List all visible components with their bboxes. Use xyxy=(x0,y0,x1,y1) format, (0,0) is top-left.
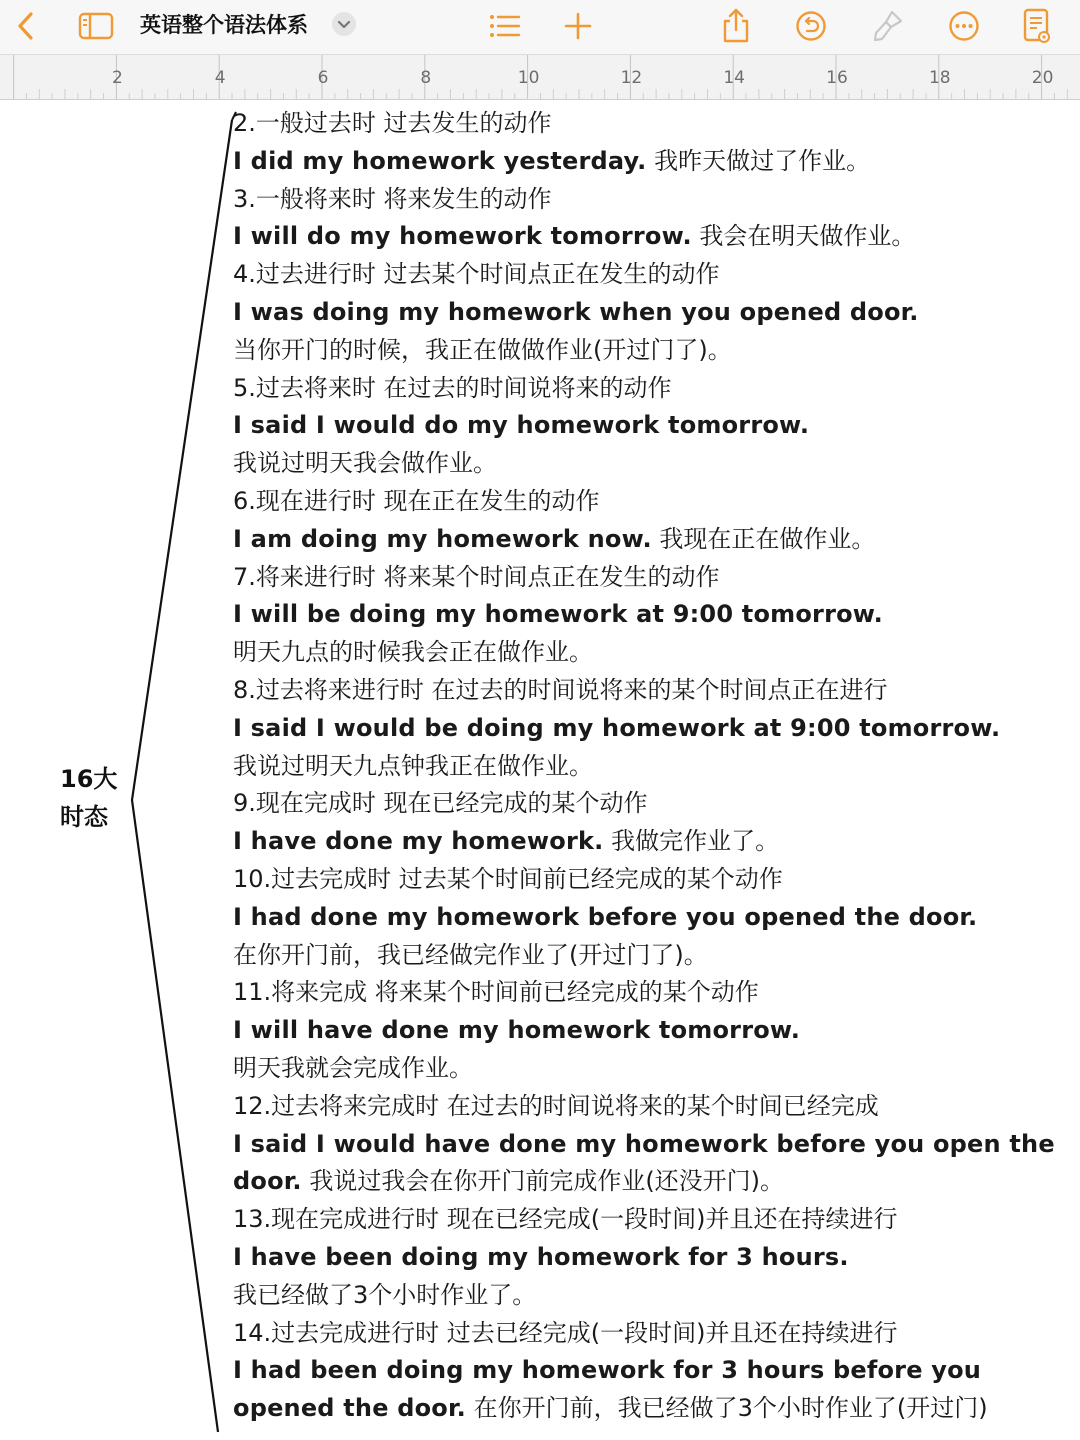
toolbar xyxy=(0,0,1080,55)
root-label-line1: 16大 xyxy=(60,765,118,793)
sidebar-button[interactable] xyxy=(74,4,118,48)
chinese-text: 在你开门前，我已经做完作业了(开过门了)。 xyxy=(233,940,708,969)
chinese-text: 9.现在完成时 现在已经完成的某个动作 xyxy=(233,789,648,818)
chinese-text: 明天我就会完成作业。 xyxy=(233,1053,473,1082)
text-line[interactable] xyxy=(233,1315,1063,1353)
english-sentence: I had been doing my homework for 3 hours before you xyxy=(233,1356,982,1385)
document-setup-button[interactable] xyxy=(1015,4,1059,48)
chevron-left-icon xyxy=(15,11,37,41)
english-sentence: I said I would do my homework tomorrow. xyxy=(233,411,810,440)
list-button[interactable] xyxy=(483,4,527,48)
text-line[interactable] xyxy=(233,785,1063,823)
text-line[interactable] xyxy=(233,1012,1063,1050)
root-label-line2: 时态 xyxy=(60,803,108,831)
ruler-label: 16 xyxy=(826,68,848,88)
text-line[interactable] xyxy=(233,483,1063,521)
chinese-text: 6.现在进行时 现在正在发生的动作 xyxy=(233,486,600,515)
english-sentence: I have done my homework. xyxy=(233,827,604,856)
text-line[interactable] xyxy=(233,218,1063,256)
text-line[interactable] xyxy=(233,1163,1063,1201)
text-line[interactable] xyxy=(233,937,1063,975)
add-button[interactable] xyxy=(556,4,600,48)
text-line[interactable] xyxy=(233,1088,1063,1126)
text-line[interactable] xyxy=(233,823,1063,861)
chinese-text: 我做完作业了。 xyxy=(603,827,780,856)
document-icon xyxy=(1023,8,1051,44)
text-line[interactable] xyxy=(233,748,1063,786)
chinese-text: 12.过去将来完成时 在过去的时间说将来的某个时间已经完成 xyxy=(233,1091,879,1120)
chinese-text: 明天九点的时候我会正在做作业。 xyxy=(233,638,593,667)
chinese-text: 当你开门的时候，我正在做做作业(开过门了)。 xyxy=(233,335,732,364)
english-sentence: door. xyxy=(233,1167,302,1196)
text-line[interactable] xyxy=(233,294,1063,332)
text-line[interactable] xyxy=(233,1201,1063,1239)
text-line[interactable] xyxy=(233,256,1063,294)
ruler-label: 6 xyxy=(317,68,329,88)
plus-icon xyxy=(564,12,592,40)
text-line[interactable] xyxy=(233,370,1063,408)
document-canvas[interactable] xyxy=(0,100,1080,1440)
chinese-text: 3.一般将来时 将来发生的动作 xyxy=(233,184,552,213)
text-line[interactable] xyxy=(233,710,1063,748)
sidebar-icon xyxy=(78,12,114,40)
undo-icon xyxy=(795,10,827,42)
chinese-text: 8.过去将来进行时 在过去的时间说将来的某个时间点正在进行 xyxy=(233,675,888,704)
format-button[interactable] xyxy=(866,4,910,48)
ruler-label: 2 xyxy=(111,68,123,88)
chinese-text: 我说过明天九点钟我正在做作业。 xyxy=(233,751,593,780)
text-line[interactable] xyxy=(233,634,1063,672)
text-line[interactable] xyxy=(233,1277,1063,1315)
text-line[interactable] xyxy=(233,181,1063,219)
ruler-label: 4 xyxy=(214,68,226,88)
text-line[interactable] xyxy=(233,1239,1063,1277)
list-icon xyxy=(489,13,521,39)
text-line[interactable] xyxy=(233,143,1063,181)
chinese-text: 4.过去进行时 过去某个时间点正在发生的动作 xyxy=(233,260,720,289)
text-line[interactable] xyxy=(233,407,1063,445)
chevron-down-icon xyxy=(337,15,351,34)
english-sentence: I said I would have done my homework before you open the xyxy=(233,1129,1055,1158)
text-line[interactable] xyxy=(233,521,1063,559)
text-line[interactable] xyxy=(233,1390,1063,1428)
ruler-label: 20 xyxy=(1031,68,1054,88)
text-line[interactable] xyxy=(233,899,1063,937)
ruler-ticks xyxy=(0,55,1080,99)
chinese-text: 我说过明天我会做作业。 xyxy=(233,449,497,478)
ruler-label: 10 xyxy=(517,68,540,88)
text-line[interactable] xyxy=(233,974,1063,1012)
text-line[interactable] xyxy=(233,332,1063,370)
chinese-text: 在你开门前，我已经做了3个小时作业了(开过门) xyxy=(465,1394,988,1423)
share-button[interactable] xyxy=(714,4,758,48)
chinese-text: 我昨天做过了作业。 xyxy=(646,146,871,175)
ellipsis-icon xyxy=(948,10,980,42)
mindmap-branch-text[interactable] xyxy=(233,105,1063,1428)
english-sentence: I said I would be doing my homework at 9:00 tomorrow. xyxy=(233,713,1001,742)
document-title[interactable]: 英语整个语法体系 xyxy=(140,13,308,37)
chinese-text: 11.将来完成 将来某个时间前已经完成的某个动作 xyxy=(233,978,759,1007)
mindmap-connector xyxy=(0,100,260,1440)
ruler-label: 8 xyxy=(420,68,432,88)
english-sentence: I will be doing my homework at 9:00 tomorrow. xyxy=(233,600,883,629)
title-menu-button[interactable] xyxy=(332,12,356,36)
english-sentence: I was doing my homework when you opened door. xyxy=(233,297,919,326)
text-line[interactable] xyxy=(233,1352,1063,1390)
text-line[interactable] xyxy=(233,445,1063,483)
chinese-text: 我会在明天做作业。 xyxy=(691,222,916,251)
text-line[interactable] xyxy=(233,672,1063,710)
text-line[interactable] xyxy=(233,105,1063,143)
text-line[interactable] xyxy=(233,596,1063,634)
undo-button[interactable] xyxy=(789,4,833,48)
paintbrush-icon xyxy=(872,9,904,43)
text-line[interactable] xyxy=(233,861,1063,899)
text-line[interactable] xyxy=(233,1126,1063,1164)
chinese-text: 5.过去将来时 在过去的时间说将来的动作 xyxy=(233,373,672,402)
english-sentence: I have been doing my homework for 3 hours. xyxy=(233,1242,849,1271)
chinese-text: 我说过我会在你开门前完成作业(还没开门)。 xyxy=(301,1167,785,1196)
chinese-text: 7.将来进行时 将来某个时间点正在发生的动作 xyxy=(233,562,720,591)
ruler[interactable] xyxy=(0,55,1080,100)
english-sentence: I will have done my homework tomorrow. xyxy=(233,1016,801,1045)
chinese-text: 2.一般过去时 过去发生的动作 xyxy=(233,109,552,137)
english-sentence: I will do my homework tomorrow. xyxy=(233,222,692,251)
ruler-label: 18 xyxy=(928,68,951,88)
more-button[interactable] xyxy=(942,4,986,48)
text-line[interactable] xyxy=(233,559,1063,597)
english-sentence: I did my homework yesterday. xyxy=(233,146,647,175)
english-sentence: I had done my homework before you opened the door. xyxy=(233,902,978,931)
chinese-text: 10.过去完成时 过去某个时间前已经完成的某个动作 xyxy=(233,864,783,893)
share-icon xyxy=(721,8,751,44)
ruler-label: 14 xyxy=(723,68,746,88)
mindmap-root-node[interactable] xyxy=(60,760,122,836)
english-sentence: opened the door. xyxy=(233,1394,466,1423)
chinese-text: 我现在正在做作业。 xyxy=(651,524,876,553)
english-sentence: I am doing my homework now. xyxy=(233,524,652,553)
chinese-text: 13.现在完成进行时 现在已经完成(一段时间)并且还在持续进行 xyxy=(233,1205,898,1234)
text-line[interactable] xyxy=(233,1050,1063,1088)
back-button[interactable] xyxy=(4,4,48,48)
chinese-text: 14.过去完成进行时 过去已经完成(一段时间)并且还在持续进行 xyxy=(233,1318,898,1347)
chinese-text: 我已经做了3个小时作业了。 xyxy=(233,1280,537,1309)
ruler-label: 12 xyxy=(620,68,643,88)
